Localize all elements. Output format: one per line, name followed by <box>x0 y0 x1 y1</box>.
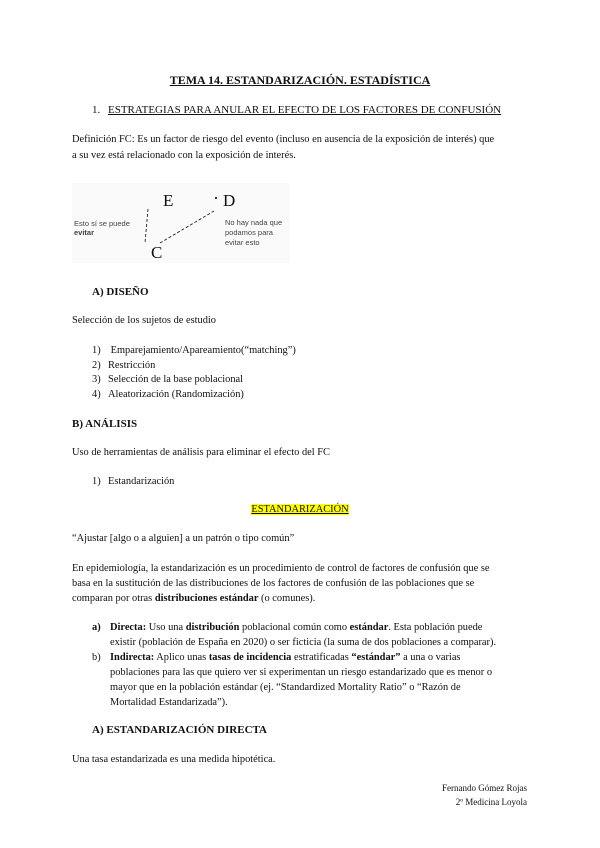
item-b-line-3: mayor que en la población estándar (ej. “Standardized Mortality Ratio” o “Razón de <box>110 682 461 693</box>
list-item-number: 4) <box>92 389 101 400</box>
item-b-line-1 <box>110 652 460 663</box>
list-item-text: Aleatorización (Randomización) <box>108 389 244 400</box>
text-run: poblacional común como <box>239 622 350 633</box>
d-dot <box>215 197 217 199</box>
right-note-line-2: podamos para <box>225 228 273 237</box>
definition-line-2: a su vez está relacionado con la exposición de interés. <box>72 150 296 161</box>
list-item <box>92 345 296 356</box>
text-run: comparan por otras <box>72 593 155 604</box>
section-heading <box>92 104 501 116</box>
list-item <box>92 476 174 487</box>
item-b-line-4: Mortalidad Estandarizada”). <box>110 697 228 708</box>
confounding-diagram <box>72 183 290 263</box>
text-run: Aplico unas <box>154 652 209 663</box>
analysis-intro: Uso de herramientas de análisis para eliminar el efecto del FC <box>72 447 330 458</box>
bold-run: distribuciones estándar <box>154 593 259 604</box>
bold-run: “estándar” <box>351 652 401 663</box>
footer-author: Fernando Gómez Rojas <box>442 783 527 793</box>
list-item <box>92 360 155 371</box>
item-b-label: b) <box>92 652 101 663</box>
bold-run: tasas de incidencia <box>208 652 292 663</box>
diagram-node-c: C <box>151 243 163 262</box>
standardization-quote: “Ajustar [algo o a alguien] a un patrón o tipo común” <box>72 533 295 544</box>
analysis-heading: B) ANÁLISIS <box>72 418 138 430</box>
item-a-label: a) <box>92 622 101 633</box>
list-item <box>92 374 243 385</box>
bold-run: Directa: <box>110 622 147 633</box>
diagram-node-d: D <box>223 191 236 210</box>
list-item <box>92 389 244 400</box>
list-item-text: Selección de la base poblacional <box>108 374 244 385</box>
list-item-number: 1) <box>92 476 101 487</box>
bold-run: Indirecta: <box>110 652 155 663</box>
text-run: Uso una <box>146 622 186 633</box>
e-c-dashed-line <box>145 209 148 243</box>
list-item-text: Estandarización <box>108 476 175 487</box>
direct-heading: A) ESTANDARIZACIÓN DIRECTA <box>92 724 268 736</box>
page-title: TEMA 14. ESTANDARIZACIÓN. ESTADÍSTICA <box>169 73 431 87</box>
design-heading: A) DISEÑO <box>92 286 149 298</box>
footer-course: 2º Medicina Loyola <box>455 797 527 807</box>
left-note <box>74 219 130 237</box>
right-note-line-1: No hay nada que <box>225 218 283 227</box>
item-a-line-2: existir (población de España en 2020) o ser ficticia (la suma de dos poblaciones a comparar). <box>110 637 497 648</box>
text-run: estratificadas <box>291 652 352 663</box>
text-run: (o comunes). <box>258 593 316 604</box>
text-run: . Esta población puede <box>388 622 483 633</box>
definition-line-1: Definición FC: Es un factor de riesgo del evento (incluso en ausencia de la exposición de interés) que <box>72 134 495 145</box>
standardization-heading-wrap <box>0 504 600 515</box>
section-number: 1. <box>92 104 101 116</box>
c-d-dashed-line <box>160 211 214 243</box>
right-note <box>225 218 282 248</box>
list-item-number: 3) <box>92 374 101 385</box>
paragraph-line <box>72 593 315 604</box>
bold-run: estándar <box>349 622 389 633</box>
item-a-line-1 <box>110 622 482 633</box>
left-note-line-2: evitar <box>74 228 95 237</box>
right-note-line-3: evitar esto <box>225 238 260 247</box>
standardization-heading: ESTANDARIZACIÓN <box>251 504 349 515</box>
design-intro: Selección de los sujetos de estudio <box>72 315 216 326</box>
section-heading-text: ESTRATEGIAS PARA ANULAR EL EFECTO DE LOS FACTORES DE CONFUSIÓN <box>108 104 502 116</box>
list-item-text: Emparejamiento/Apareamiento(“matching”) <box>108 345 296 356</box>
direct-text: Una tasa estandarizada es una medida hipotética. <box>72 754 276 765</box>
paragraph-line: En epidemiología, la estandarización es un procedimiento de control de factores de confusión que se <box>72 563 490 574</box>
list-item-text: Restricción <box>108 360 156 371</box>
left-note-line-1: Esto sí se puede <box>74 219 130 228</box>
bold-run: distribución <box>185 622 240 633</box>
list-item-number: 2) <box>92 360 101 371</box>
text-run: a una o varias <box>400 652 461 663</box>
diagram-node-e: E <box>163 191 174 210</box>
list-item-number: 1) <box>92 345 101 356</box>
paragraph-line: basa en la sustitución de las distribuciones de los factores de confusión de las poblaciones que se <box>72 578 475 589</box>
item-b-line-2: poblaciones para las que quiero ver si experimentan un riesgo estandarizado que es menor o <box>110 667 493 678</box>
